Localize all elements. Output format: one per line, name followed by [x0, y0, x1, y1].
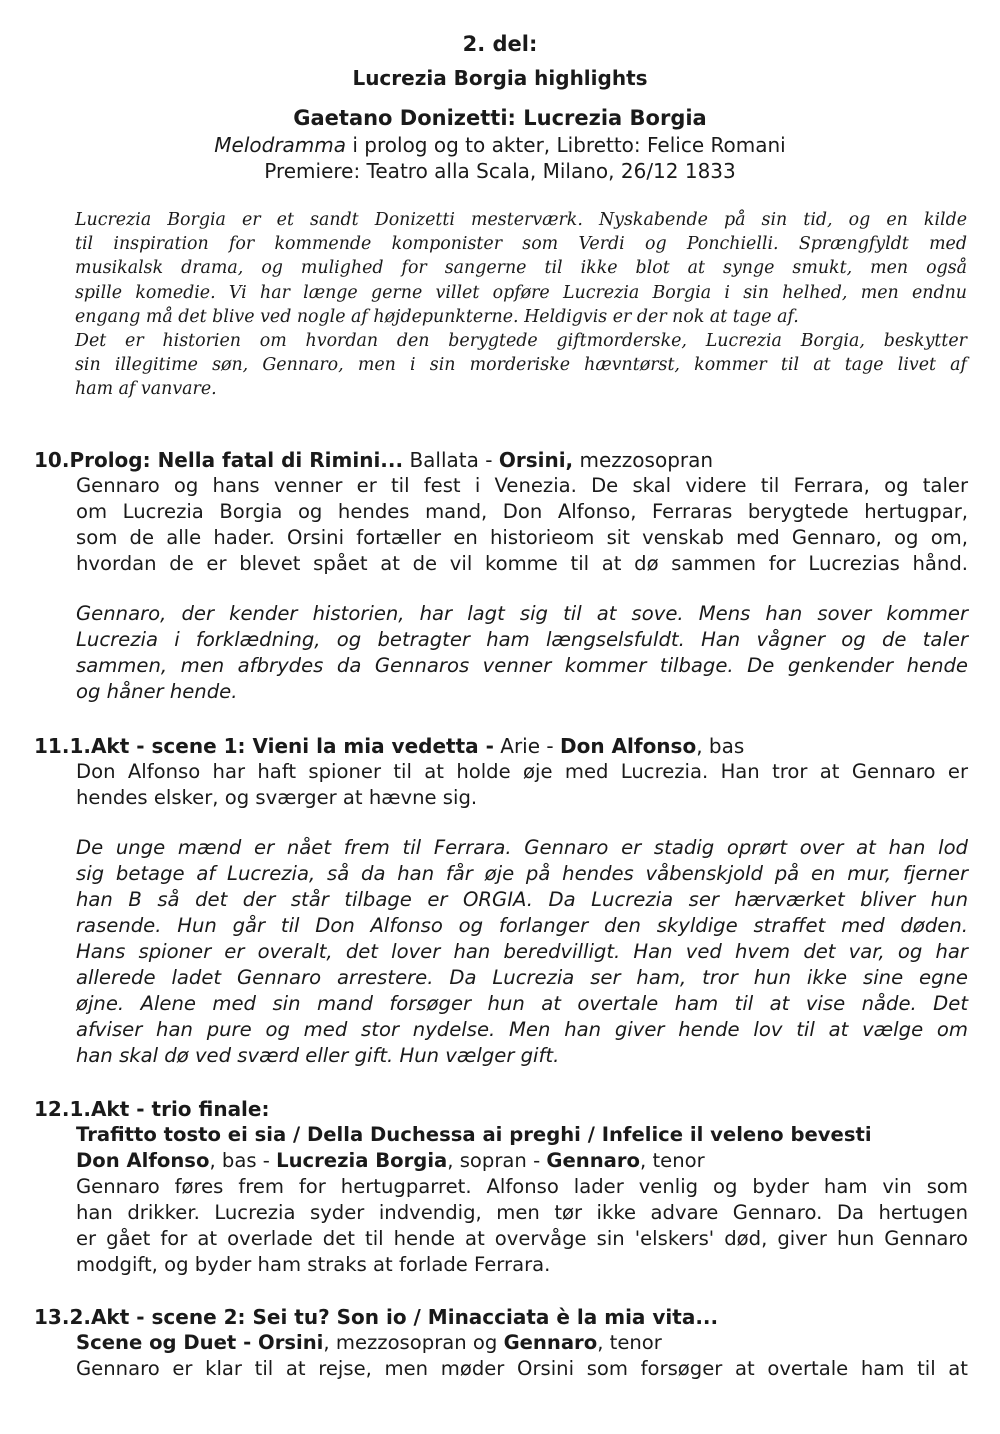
text-line: modgift, og byder ham straks at forlade Ferrara. [76, 1253, 551, 1276]
section-heading [34, 733, 744, 759]
text-line: Gennaro føres frem for hertugparret. Alfonso lader venlig og byder ham vin som [76, 1175, 968, 1198]
voice-type: , bas [696, 734, 745, 758]
intro-paragraph [75, 208, 967, 402]
text-line: Don Alfonso har haft spioner til at holde øje med Lucrezia. Han tror at Gennaro er [76, 760, 968, 783]
voice-type: , tenor [597, 1331, 662, 1354]
cast-line [76, 1330, 968, 1356]
text-line: er gået for at overlade det til hende at overvåge sin 'elskers' død, giver hun Gennaro [76, 1227, 968, 1250]
text-line: Gennaro er klar til at rejse, men møder Orsini som forsøger at overtale ham til at [76, 1357, 968, 1380]
singer-name: Gennaro [546, 1149, 640, 1172]
section-synopsis [76, 601, 968, 705]
voice-type: , sopran - [447, 1149, 547, 1172]
text-line: sammen, men afbrydes da Gennaros venner kommer tilbage. De genkender hende [76, 654, 968, 677]
text-line: Gennaro, der kender historien, har lagt sig til at sove. Mens han sover kommer [76, 602, 968, 625]
text-line: han drikker. Lucrezia syder indvendig, men tør ikke advare Gennaro. Da hertugen [76, 1201, 968, 1224]
text-line: Lucrezia i forklædning, og betragter ham længselsfuldt. Han vågner og de taler [76, 628, 968, 651]
voice-type: , tenor [640, 1149, 705, 1172]
intro-line: Det er historien om hvordan den berygtede giftmorderske, Lucrezia Borgia, beskytter [75, 331, 967, 352]
genre-italic: Melodramma [214, 133, 347, 157]
section-number: 13. [34, 1305, 70, 1329]
section-type: Ballata - [403, 448, 499, 472]
text-line: hvordan de er blevet spået at de vil komme til at dø sammen for Lucrezias hånd. [76, 552, 968, 575]
intro-line: til inspiration for kommende komponister som Verdi og Ponchielli. Sprængfyldt med [75, 234, 967, 255]
intro-line: Lucrezia Borgia er et sandt Donizetti mesterværk. Nyskabende på sin tid, og en kilde [75, 210, 967, 230]
text-line: Gennaro og hans venner er til fest i Venezia. De skal videre til Ferrara, og taler [76, 474, 968, 497]
text-line: sig betage af Lucrezia, så da han får øje på hendes våbenskjold på en mur, fjerner [76, 862, 968, 885]
text-line: allerede ladet Gennaro arrestere. Da Lucrezia ser ham, tror hun ikke sine egne [76, 966, 968, 989]
section-title: 2.Akt - scene 2: Sei tu? Son io / Minacciata è la mia vita... [69, 1305, 719, 1329]
singer-name: Don Alfonso [76, 1149, 210, 1172]
text-line: han B så det der står tilbage er ORGIA. Da Lucrezia ser hærværket bliver hun [76, 888, 968, 911]
singer-name: Orsini [258, 1331, 324, 1354]
singer-name: Lucrezia Borgia [276, 1149, 448, 1172]
voice-type: mezzosopran [573, 448, 714, 472]
section-title: 1.Akt - trio finale: [69, 1097, 270, 1121]
section-text [76, 473, 968, 577]
text-line: og håner hende. [76, 680, 238, 703]
section-number: 11. [34, 734, 70, 758]
singer-name: Orsini, [498, 448, 574, 472]
section-number: 10. [34, 448, 70, 472]
intro-line: ham af vanvare. [75, 379, 217, 400]
intro-line: engang må det blive ved nogle af højdepunkterne. Heldigvis er der nok at tage af. [75, 306, 799, 327]
text-line: som de alle hader. Orsini fortæller en historieom sit venskab med Gennaro, og om, [76, 526, 968, 549]
section-title: 1.Akt - scene 1: Vieni la mia vedetta - [69, 734, 494, 758]
singer-name: Don Alfonso [559, 734, 697, 758]
text-line: rasende. Hun går til Don Alfonso og forlanger den skyldige straffet med døden. [76, 914, 968, 937]
singer-name: Gennaro [503, 1331, 598, 1354]
text-line: afviser han pure og med stor nydelse. Men han giver hende lov til at vælge om [76, 1018, 968, 1041]
text-line: hendes elsker, og sværger at hævne sig. [76, 786, 478, 809]
text-line: om Lucrezia Borgia og hendes mand, Don Alfonso, Ferraras berygtede hertugpar, [76, 500, 968, 523]
text-line: han skal dø ved sværd eller gift. Hun vælger gift. [76, 1044, 560, 1067]
work-title: Gaetano Donizetti: Lucrezia Borgia [293, 106, 707, 130]
section-text [76, 759, 968, 811]
voice-type: , bas - [209, 1149, 277, 1172]
highlights-heading: Lucrezia Borgia highlights [352, 66, 648, 90]
voice-type: , mezzosopran og [323, 1331, 504, 1354]
text-line: Hans spioner er overalt, det lover han beredvilligt. Han ved hvem det var, og har [76, 940, 968, 963]
text-line: øjne. Alene med sin mand forsøger hun at overtale ham til at vise nåde. Det [76, 992, 968, 1015]
section-heading [34, 1096, 269, 1122]
section-type: Scene og Duet - [76, 1331, 259, 1354]
intro-line: musikalsk drama, og mulighed for sangerne til ikke blot at synge smukt, men også [75, 258, 967, 279]
section-heading [34, 447, 713, 473]
intro-line: spille komedie. Vi har længe gerne villet opføre Lucrezia Borgia i sin helhed, men endnu [75, 282, 967, 303]
aria-titles: Trafitto tosto ei sia / Della Duchessa ai preghi / Infelice il veleno bevesti [76, 1123, 872, 1146]
section-text [76, 1122, 968, 1278]
genre-rest: i prolog og to akter, Libretto: Felice Romani [346, 133, 786, 157]
genre-line [0, 132, 1000, 158]
section-title: Prolog: Nella fatal di Rimini... [69, 448, 404, 472]
text-line: De unge mænd er nået frem til Ferrara. Gennaro er stadig oprørt over at han lod [76, 836, 968, 859]
section-type: Arie - [493, 734, 560, 758]
intro-line: sin illegitime søn, Gennaro, men i sin morderiske hævntørst, kommer til at tage livet af [75, 355, 967, 376]
section-synopsis [76, 835, 968, 1069]
part-heading: 2. del: [462, 32, 538, 56]
cast-line [76, 1148, 968, 1174]
premiere-line: Premiere: Teatro alla Scala, Milano, 26/12 1833 [264, 159, 736, 183]
section-heading [34, 1304, 718, 1330]
section-number: 12. [34, 1097, 70, 1121]
section-text [76, 1330, 968, 1382]
